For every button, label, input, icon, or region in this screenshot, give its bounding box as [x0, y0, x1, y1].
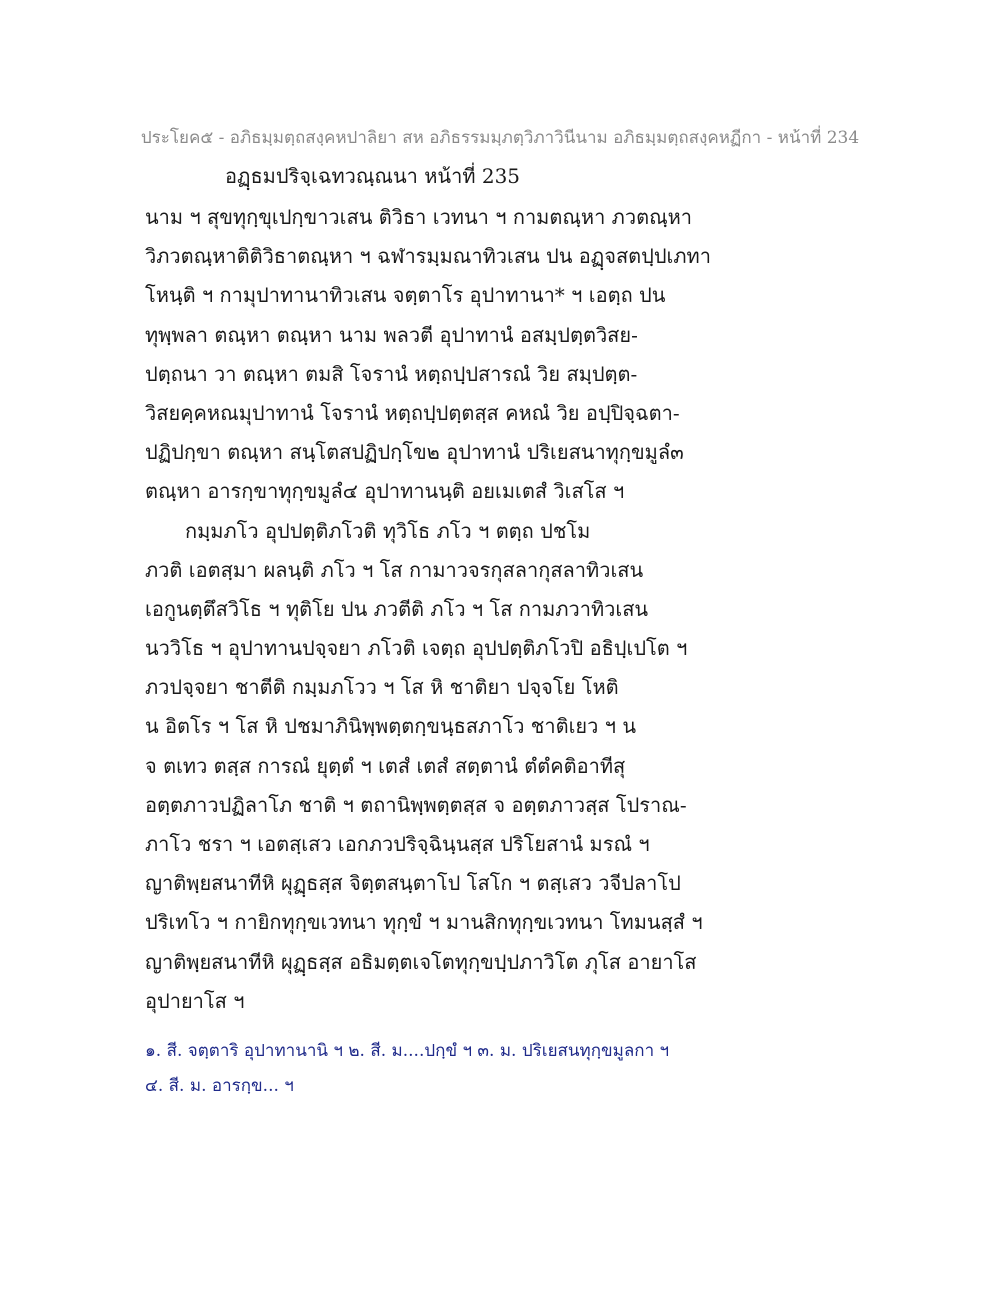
body-line: อตฺตภาวปฏิลาโภ ชาติ ฯ ตถานิพฺพตฺตสฺส จ อตฺตภาวสฺส โปราณ- — [145, 792, 687, 817]
section-title: อฏฺธมปริจฺเฉทวณฺณนา หน้าที่ 235 — [225, 164, 521, 188]
body-line: ญาติพฺยสนาทีหิ ผุฏฺธสฺส อธิมตฺตเจโตทุกฺขปฺปภาวิโต ภุโส อายาโส — [145, 949, 697, 974]
body-line: ตณฺหา อารกฺขาทุกฺขมูลํ๔ อุปาทานนฺติ อยเมเตสํ วิเสโส ฯ — [145, 479, 625, 504]
body-line: น อิตโร ฯ โส หิ ปชมาภินิพฺพตฺตกฺขนฺธสภาโว ชาติเยว ฯ น — [145, 714, 636, 739]
body-line: กมฺมภโว อุปปตฺติภโวติ ทุวิโธ ภโว ฯ ตตฺถ ปชโม — [185, 518, 591, 543]
body-line: นาม ฯ สุขทุกฺขุเปกฺขาวเสน ติวิธา เวทนา ฯ กามตณฺหา ภวตณฺหา — [145, 205, 693, 229]
body-line: จ ตเทว ตสฺส การณํ ยุตฺตํ ฯ เตสํ เตสํ สตฺตานํ ตํตํคติอาทีสุ — [145, 753, 626, 778]
body-line: โหนฺติ ฯ กามุปาทานาทิวเสน จตฺตาโร อุปาทานา* ฯ เอตฺถ ปน — [145, 283, 666, 308]
body-line: ปฏิปกฺขา ตณฺหา สนฺโตสปฏิปกฺโข๒ อุปาทานํ ปริเยสนาทุกฺขมูลํ๓ — [145, 440, 684, 465]
body-line: อุปายาโส ฯ — [145, 988, 245, 1013]
running-header: ประโยค๕ - อภิธมฺมตฺถสงฺคหปาลิยา สห อภิธรรมมฺภตฺวิภาวินีนาม อภิธมฺมตฺถสงฺคหฏีกา - หน้าที่ 234 — [140, 128, 860, 148]
footnote: ๑. สี. จตฺตาริ อุปาทานานิ ฯ ๒. สี. ม....ปกฺขํ ฯ ๓. ม. ปริเยสนทุกฺขมูลกา ฯ — [145, 1041, 670, 1061]
body-line: ทุพฺพลา ตณฺหา ตณฺหา นาม พลวตี อุปาทานํ อสมฺปตฺตวิสย- — [145, 322, 638, 347]
footnotes — [145, 1034, 669, 1104]
body-line: ภาโว ชรา ฯ เอตสฺเสว เอกภวปริจฺฉินฺนสฺส ปริโยสานํ มรณํ ฯ — [145, 832, 650, 856]
body-line: นววิโธ ฯ อุปาทานปจฺจยา ภโวติ เจตฺถ อุปปตฺติภโวปิ อธิปฺเปโต ฯ — [145, 636, 688, 661]
body-line: ภวปจฺจยา ชาตีติ กมฺมภโวว ฯ โส หิ ชาติยา ปจฺจโย โหติ — [145, 675, 619, 700]
body-line: ปตฺถนา วา ตณฺหา ตมสิ โจรานํ หตฺถปฺปสารณํ วิย สมฺปตฺต- — [145, 361, 638, 386]
body-line: ปริเทโว ฯ กายิกทุกฺขเวทนา ทุกฺขํ ฯ มานสิกทุกฺขเวทนา โทมนสฺสํ ฯ — [145, 910, 703, 935]
body-line: วิภวตณฺหาติติวิธาตณฺหา ฯ ฉฬารมฺมณาทิวเสน ปน อฏฺจสตปฺปเภทา — [145, 244, 711, 269]
body-text — [145, 198, 745, 1021]
body-line: เอกูนตฺตึสวิโธ ฯ ทุติโย ปน ภวตีติ ภโว ฯ โส กามภวาทิวเสน — [145, 596, 649, 621]
footnote: ๔. สี. ม. อารกฺข... ฯ — [145, 1076, 294, 1096]
body-line: ภวติ เอตสฺมา ผลนฺติ ภโว ฯ โส กามาวจรกุสลากุสลาทิวเสน — [145, 557, 644, 582]
body-line: วิสยคฺคหณมุปาทานํ โจรานํ หตฺถปฺปตฺตสฺส คหณํ วิย อปฺปิจฺฉตา- — [145, 400, 680, 425]
body-line: ญาติพฺยสนาทีหิ ผุฏฺธสฺส จิตฺตสนฺตาโป โสโก ฯ ตสฺเสว วจีปลาโป — [145, 871, 681, 896]
